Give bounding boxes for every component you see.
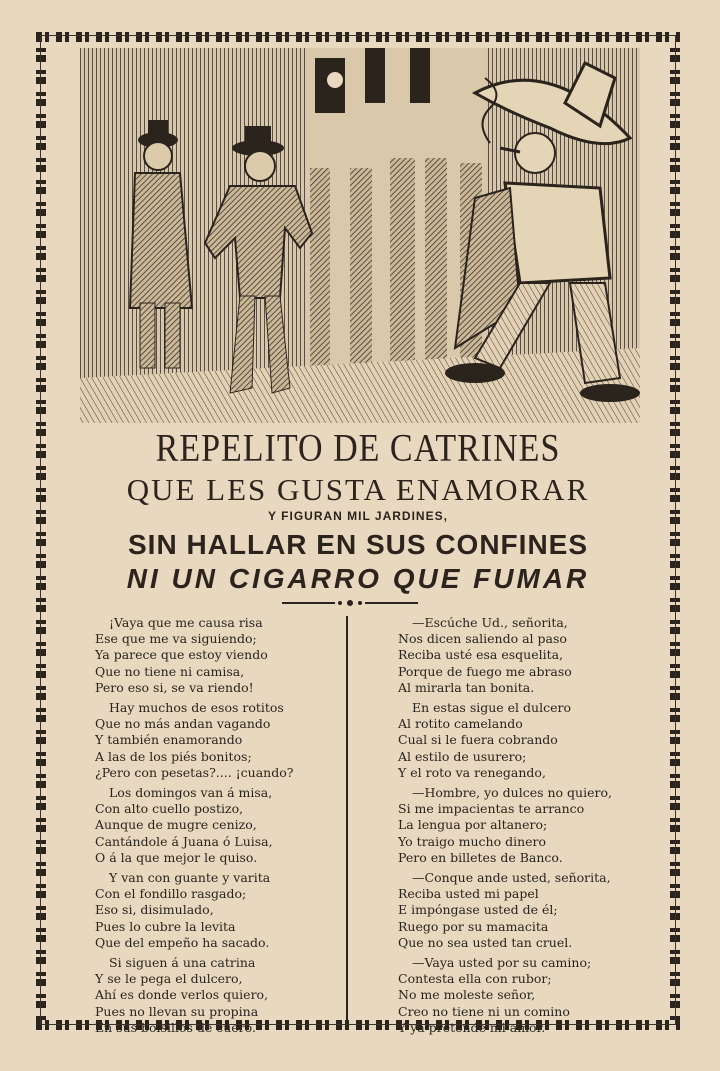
title-line-3: Y FIGURAN MIL JARDINES, bbox=[268, 509, 448, 523]
verse-line: No me moleste señor, bbox=[398, 987, 536, 1003]
verse-line: Aunque de mugre cenizo, bbox=[95, 817, 257, 833]
verse-line: Al rotito camelando bbox=[398, 716, 523, 732]
verse-line: Y también enamorando bbox=[95, 732, 243, 748]
verse-line: Nos dicen saliendo al paso bbox=[398, 631, 567, 647]
stanza bbox=[95, 785, 385, 866]
poem-column-left bbox=[95, 615, 385, 1040]
verse-line: Si siguen á una catrina bbox=[109, 955, 256, 971]
verse-line: Que no tiene ni camisa, bbox=[95, 663, 245, 679]
verse-line: En sus bolsillos de cuero. bbox=[95, 1019, 256, 1035]
verse-line: ¡Vaya que me causa risa bbox=[109, 615, 263, 630]
title-line-5: NI UN CIGARRO QUE FUMAR bbox=[126, 563, 590, 594]
verse-line: Que no más andan vagando bbox=[95, 716, 271, 732]
verse-line: Hay muchos de esos rotitos bbox=[109, 700, 284, 716]
verse-line: Reciba usté esa esquelita, bbox=[398, 647, 564, 663]
verse-line: Pero eso si, se va riendo! bbox=[95, 679, 254, 695]
woodcut-illustration bbox=[80, 48, 640, 423]
verse-line: —Hombre, yo dulces no quiero, bbox=[412, 785, 612, 801]
verse-line: Los domingos van á misa, bbox=[109, 785, 273, 801]
title-line-4: SIN HALLAR EN SUS CONFINES bbox=[127, 529, 589, 560]
verse-line: Con alto cuello postizo, bbox=[95, 801, 244, 817]
stanza bbox=[398, 700, 688, 781]
verse-line: En estas sigue el dulcero bbox=[412, 700, 571, 716]
verse-line: Ese que me va siguiendo; bbox=[95, 631, 257, 647]
verse-line: Que no sea usted tan cruel. bbox=[398, 934, 573, 950]
verse-line: Con el fondillo rasgado; bbox=[95, 886, 247, 902]
poem-column-right bbox=[398, 615, 688, 1040]
verse-line: Pues no llevan su propina bbox=[95, 1003, 259, 1019]
verse-line: Reciba usted mi papel bbox=[398, 886, 539, 902]
verse-line: Ya parece que estoy viendo bbox=[95, 647, 268, 663]
verse-line: Cual si le fuera cobrando bbox=[398, 732, 558, 748]
verse-line: Ahí es donde verlos quiero, bbox=[95, 987, 269, 1003]
verse-line: Y se le pega el dulcero, bbox=[95, 971, 243, 987]
stanza bbox=[95, 615, 385, 696]
verse-line: Creo no tiene ni un comino bbox=[398, 1003, 570, 1019]
stanza bbox=[95, 870, 385, 951]
stanza bbox=[398, 870, 688, 951]
verse-line: Porque de fuego me abraso bbox=[398, 663, 572, 679]
stanza bbox=[398, 615, 688, 696]
stanza bbox=[398, 785, 688, 866]
verse-line: —Conque ande usted, señorita, bbox=[412, 870, 611, 886]
verse-line: A las de los piés bonitos; bbox=[95, 748, 252, 764]
title-ornament bbox=[280, 597, 420, 609]
verse-line: Al estilo de usurero; bbox=[398, 748, 527, 764]
verse-line: Contesta ella con rubor; bbox=[398, 971, 552, 987]
verse-line: Eso si, disimulado, bbox=[95, 902, 214, 918]
stanza bbox=[95, 955, 385, 1036]
verse-line: —Escúche Ud., señorita, bbox=[412, 615, 568, 630]
verse-line: Cantándole á Juana ó Luisa, bbox=[95, 833, 273, 849]
verse-line: E impóngase usted de él; bbox=[398, 902, 558, 918]
verse-line: Pero en billetes de Banco. bbox=[398, 849, 563, 865]
verse-line: Pues lo cubre la levita bbox=[95, 918, 236, 934]
verse-line: Yo traigo mucho dinero bbox=[398, 833, 547, 849]
verse-line: Si me impacientas te arranco bbox=[398, 801, 585, 817]
verse-line: Que del empeño ha sacado. bbox=[95, 934, 270, 950]
verse-line: O á la que mejor le quiso. bbox=[95, 849, 258, 865]
verse-line: Y ya pretende mi amor. bbox=[398, 1019, 546, 1035]
verse-line: La lengua por altanero; bbox=[398, 817, 548, 833]
verse-line: Y el roto va renegando, bbox=[398, 764, 546, 780]
verse-line: Al mirarla tan bonita. bbox=[398, 679, 535, 695]
verse-line: Y van con guante y varita bbox=[109, 870, 271, 886]
verse-line: ¿Pero con pesetas?.... ¡cuando? bbox=[95, 764, 294, 780]
title-line-2: QUE LES GUSTA ENAMORAR bbox=[126, 472, 590, 507]
stanza bbox=[398, 955, 688, 1036]
title-line-1: REPELITO DE CATRINES bbox=[155, 427, 561, 470]
verse-line: Ruego por su mamacita bbox=[398, 918, 549, 934]
verse-line: —Vaya usted por su camino; bbox=[412, 955, 592, 971]
stanza bbox=[95, 700, 385, 781]
column-divider bbox=[346, 616, 348, 1024]
